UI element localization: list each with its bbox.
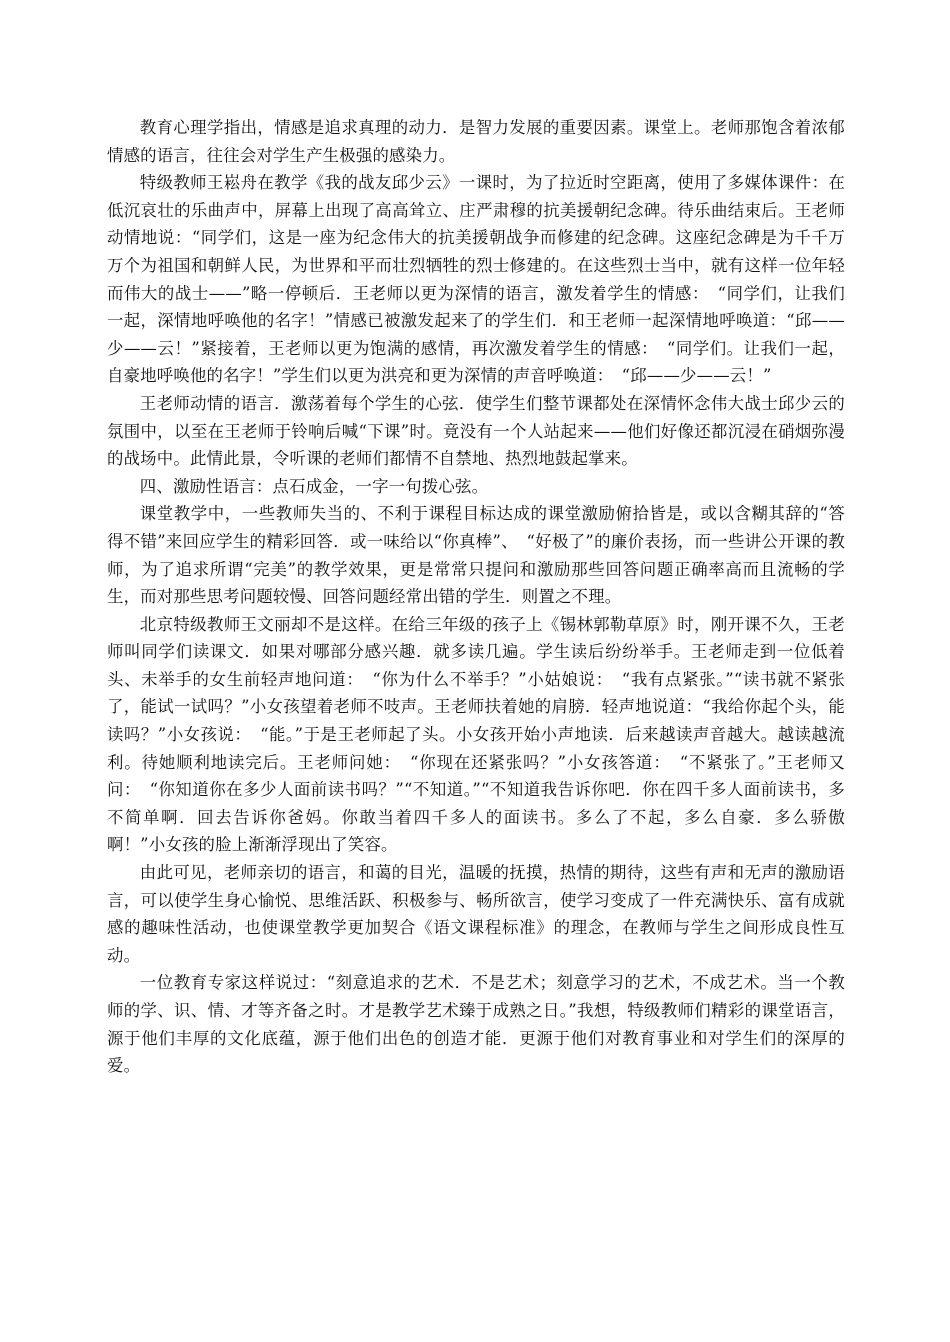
section-heading: 四、激励性语言：点石成金，一字一句拨心弦。 [139,476,489,496]
paragraph-1: 教育心理学指出，情感是追求真理的动力．是智力发展的重要因素。课堂上。老师那饱含着浓郁情感的语言，往往会对学生产生极强的感染力。 [107,118,845,165]
paragraph-7: 由此可见，老师亲切的语言，和蔼的目光，温暖的抚摸，热情的期待，这些有声和无声的激励语言，可以使学生身心愉悦、思维活跃、积极参与、畅所欲言，使学习变成了一件充满快乐、富有成就感的趣味性活动，也使课堂教学更加契合《语文课程标准》的理念，在教师与学生之间形成良性互动。 [107,863,845,965]
paragraph-6: 北京特级教师王文丽却不是这样。在给三年级的孩子上《锡林郭勒草原》时，刚开课不久，王老师叫同学们读课文．如果对哪部分感兴趣．就多读几遍。学生读后纷纷举手。王老师走到一位低着头、未举手的女生前轻声地问道： “你为什么不举手？”小姑娘说： “我有点紧张。”“读书就不紧张了，能试一试吗？”小女孩望着老师不吱声。王老师扶着她的肩膀．轻声地说道：“我给你起个头，能读吗？”小女孩说： “能。”于是王老师起了头。小女孩开始小声地读．后来越读声音越大。越读越流利。待她顺利地读完后。王老师问她： “你现在还紧张吗？”小女孩答道： “不紧张了。”王老师又问： “你知道你在多少人面前读书吗？”“不知道。”“不知道我告诉你吧．你在四千多人面前读书，多不简单啊．回去告诉你爸妈。你敢当着四千多人的面读书。多么了不起，多么自豪．多么骄傲啊！”小女孩的脸上渐渐浮现出了笑容。 [107,614,845,855]
paragraph-2: 特级教师王崧舟在教学《我的战友邱少云》一课时，为了拉近时空距离，使用了多媒体课件：在低沉哀壮的乐曲声中，屏幕上出现了高高耸立、庄严肃穆的抗美援朝纪念碑。待乐曲结束后。王老师动情地说：“同学们，这是一座为纪念伟大的抗美援朝战争而修建的纪念碑。这座纪念碑是为千千万万个为祖国和朝鲜人民，为世界和平而壮烈牺牲的烈士修建的。在这些烈士当中，就有这样一位年轻而伟大的战士——”略一停顿后．王老师以更为深情的语言，激发着学生的情感： “同学们，让我们一起，深情地呼唤他的名字！”情感已被激发起来了的学生们．和王老师一起深情地呼唤道：“邱——少——云！”紧接着，王老师以更为饱满的感情，再次激发着学生的情感： “同学们。让我们一起，自豪地呼唤他的名字！”学生们以更为洪亮和更为深情的声音呼唤道： “邱——少——云！” [107,173,845,386]
paragraph-8: 一位教育专家这样说过：“刻意追求的艺术．不是艺术；刻意学习的艺术，不成艺术。当一个教师的学、识、情、才等齐备之时。才是教学艺术臻于成熟之日。”我想，特级教师们精彩的课堂语言，源于他们丰厚的文化底蕴，源于他们出色的创造才能．更源于他们对教育事业和对学生们的深厚的爱。 [107,973,845,1076]
document-body [107,114,845,1080]
paragraph-5: 课堂教学中，一些教师失当的、不利于课程目标达成的课堂激励俯拾皆是，或以含糊其辞的“答得不错”来回应学生的精彩回答．或一味给以“你真棒”、 “好极了”的廉价表扬，而一些讲公开课的教师，为了追求所谓“完美”的教学效果，更是常常只提问和激励那些回答问题正确率高而且流畅的学生，而对那些思考问题较慢、回答问题经常出错的学生．则置之不理。 [107,504,845,607]
paragraph-3: 王老师动情的语言．激荡着每个学生的心弦．使学生们整节课都处在深情怀念伟大战士邱少云的氛围中，以至在王老师于铃响后喊“下课”时。竟没有一个人站起来——他们好像还都沉浸在硝烟弥漫的战场中。此情此景，令听课的老师们都情不自禁地、热烈地鼓起掌来。 [107,393,845,469]
